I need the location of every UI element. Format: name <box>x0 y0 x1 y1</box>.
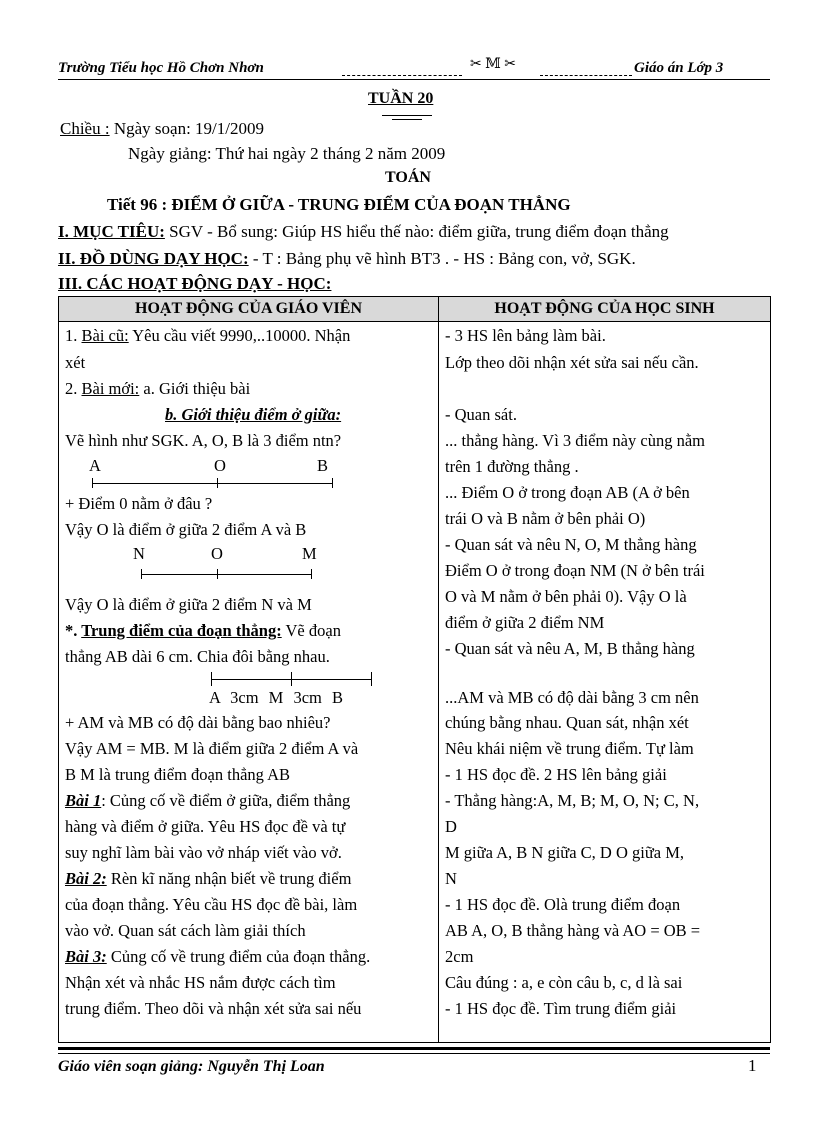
lesson-title: Tiết 96 : ĐIỂM Ở GIỮA - TRUNG ĐIỂM CỦA ĐOẠN THẲNG <box>107 195 571 214</box>
page-number: 1 <box>748 1056 757 1075</box>
student-line: 2cm <box>445 947 474 966</box>
teacher-line: thẳng AB dài 6 cm. Chia đôi bằng nhau. <box>65 647 330 666</box>
diagram1-tick <box>92 478 93 488</box>
student-line: Nêu khái niệm về trung điểm. Tự làm <box>445 739 694 758</box>
col-header-student: HOẠT ĐỘNG CỦA HỌC SINH <box>439 297 771 322</box>
teacher-line: + AM và MB có độ dài bằng bao nhiêu? <box>65 713 331 732</box>
materials-label: II. ĐỒ DÙNG DẠY HỌC: <box>58 249 249 268</box>
header-school: Trường Tiểu học Hồ Chơn Nhơn <box>58 60 264 76</box>
teacher-line: Bài 2: Rèn kĩ năng nhận biết về trung điểm <box>65 869 352 888</box>
diagram3-tick <box>291 672 292 686</box>
student-line: - 1 HS đọc đề. Tìm trung điểm giải <box>445 999 677 1018</box>
goals-line <box>58 222 669 242</box>
diagram1-segment <box>92 483 332 484</box>
student-line: chúng bằng nhau. Quan sát, nhận xét <box>445 713 689 732</box>
student-line: ... Điểm O ở trong đoạn AB (A ở bên <box>445 483 690 502</box>
materials-line <box>58 249 636 269</box>
student-line: - 1 HS đọc đề. 2 HS lên bảng giải <box>445 765 667 784</box>
teacher-line: của đoạn thẳng. Yêu cầu HS đọc đề bài, làm <box>65 895 358 914</box>
diagram1-label-A: A <box>89 456 101 475</box>
teacher-line: Vậy AM = MB. M là điểm giữa 2 điểm A và <box>65 739 359 758</box>
teacher-line: xét <box>65 353 86 372</box>
student-line: - 1 HS đọc đề. Olà trung điểm đoạn <box>445 895 681 914</box>
teacher-line: Bài 3: Củng cố về trung điểm của đoạn thẳng. <box>65 947 371 966</box>
teacher-line: hàng và điểm ở giữa. Yêu HS đọc đề và tự <box>65 817 346 836</box>
diagram1-tick <box>217 478 218 488</box>
teacher-line: Vậy O là điểm ở giữa 2 điểm A và B <box>65 520 307 539</box>
teacher-line: Nhận xét và nhắc HS nắm được cách tìm <box>65 973 336 992</box>
week-title: TUẦN 20 <box>368 90 434 107</box>
teacher-line: Vẽ hình như SGK. A, O, B là 3 điểm ntn? <box>65 431 342 450</box>
diagram1-label-B: B <box>317 456 329 475</box>
teacher-line: + Điểm 0 nằm ở đâu ? <box>65 494 213 513</box>
student-line: M giữa A, B N giữa C, D O giữa M, <box>445 843 685 862</box>
teacher-line: 1. Bài cũ: Yêu cầu viết 9990,..10000. Nhận <box>65 326 351 345</box>
goals-label: I. MỤC TIÊU: <box>58 222 165 241</box>
student-line: - Quan sát. <box>445 405 517 424</box>
teacher-line: trung điểm. Theo dõi và nhận xét sửa sai nếu <box>65 999 362 1018</box>
student-line: điểm ở giữa 2 điểm NM <box>445 613 605 632</box>
materials-text: - T : Bảng phụ vẽ hình BT3 . - HS : Bảng con, vở, SGK. <box>248 249 636 268</box>
teacher-line: 2. Bài mới: a. Giới thiệu bài <box>65 379 251 398</box>
header-dotted-line-1 <box>342 75 462 76</box>
student-line: trái O và B nằm ở bên phải O) <box>445 509 646 528</box>
diagram2-label-N: N <box>133 544 145 563</box>
student-line: - Thẳng hàng:A, M, B; M, O, N; C, N, <box>445 791 700 810</box>
activity-table <box>58 296 771 1043</box>
footer-rule-thin <box>58 1053 770 1054</box>
header-ornament: ✂︎ 𝕄 ✂︎ <box>470 57 516 72</box>
footer-author: Giáo viên soạn giảng: Nguyễn Thị Loan <box>58 1058 325 1075</box>
student-line: - Quan sát và nêu A, M, B thẳng hàng <box>445 639 695 658</box>
student-line: ...AM và MB có độ dài bằng 3 cm nên <box>445 688 699 707</box>
diagram3-tick <box>211 672 212 686</box>
diagram1-tick <box>332 478 333 488</box>
diagram3-tick <box>371 672 372 686</box>
diagram2-label-O: O <box>211 544 223 563</box>
teacher-line: *. Trung điểm của đoạn thẳng: Vẽ đoạn <box>65 621 341 640</box>
goals-text: SGV - Bổ sung: Giúp HS hiểu thế nào: điểm giữa, trung điểm đoạn thẳng <box>164 222 669 241</box>
diagram2-label-M: M <box>302 544 317 563</box>
activities-label: III. CÁC HOẠT ĐỘNG DẠY - HỌC: <box>58 274 332 293</box>
diagram2-tick <box>311 569 312 579</box>
student-column <box>439 322 771 1043</box>
student-line: - Quan sát và nêu N, O, M thẳng hàng <box>445 535 697 554</box>
teacher-line: Vậy O là điểm ở giữa 2 điểm N và M <box>65 595 312 614</box>
teacher-line: b. Giới thiệu điểm ở giữa: <box>165 405 342 424</box>
student-line: trên 1 đường thẳng . <box>445 457 579 476</box>
prepared-line <box>60 119 264 139</box>
diagram2-tick <box>141 569 142 579</box>
header-subject: Giáo án Lớp 3 <box>634 60 724 76</box>
teacher-column <box>59 322 439 1043</box>
diagram2-tick <box>217 569 218 579</box>
diagram1-label-O: O <box>214 456 226 475</box>
date-prepared: Ngày soạn: 19/1/2009 <box>113 119 264 138</box>
student-line: ... thẳng hàng. Vì 3 điểm này cùng nằm <box>445 431 705 450</box>
student-line: Câu đúng : a, e còn câu b, c, d là sai <box>445 973 683 992</box>
teacher-line: Bài 1: Củng cố về điểm ở giữa, điểm thẳng <box>65 791 351 810</box>
footer-rule-thick <box>58 1047 770 1050</box>
subject-title: TOÁN <box>385 169 431 186</box>
col-header-teacher: HOẠT ĐỘNG CỦA GIÁO VIÊN <box>59 297 439 322</box>
diagram2-segment <box>141 574 311 575</box>
teacher-line: suy nghĩ làm bài vào vở nháp viết vào vở. <box>65 843 342 862</box>
student-line: O và M nằm ở bên phải 0). Vậy O là <box>445 587 687 606</box>
student-line: Lớp theo dõi nhận xét sửa sai nếu cần. <box>445 353 699 372</box>
date-taught: Ngày giảng: Thứ hai ngày 2 tháng 2 năm 2009 <box>128 144 446 163</box>
teacher-line: vào vở. Quan sát cách làm giải thích <box>65 921 306 940</box>
header-rule <box>58 79 770 80</box>
diagram3-label: A 3cm M 3cm B <box>209 688 343 707</box>
teacher-line: B M là trung điểm đoạn thẳng AB <box>65 765 291 784</box>
header-dotted-line-2 <box>540 75 632 76</box>
student-line: D <box>445 817 457 836</box>
student-line: - 3 HS lên bảng làm bài. <box>445 326 606 345</box>
student-line: Điểm O ở trong đoạn NM (N ở bên trái <box>445 561 705 580</box>
afternoon-label: Chiều : <box>60 119 110 138</box>
student-line: N <box>445 869 457 888</box>
week-underline-deco-2 <box>392 119 422 120</box>
week-underline-deco <box>382 115 432 116</box>
student-line: AB A, O, B thẳng hàng và AO = OB = <box>445 921 701 940</box>
